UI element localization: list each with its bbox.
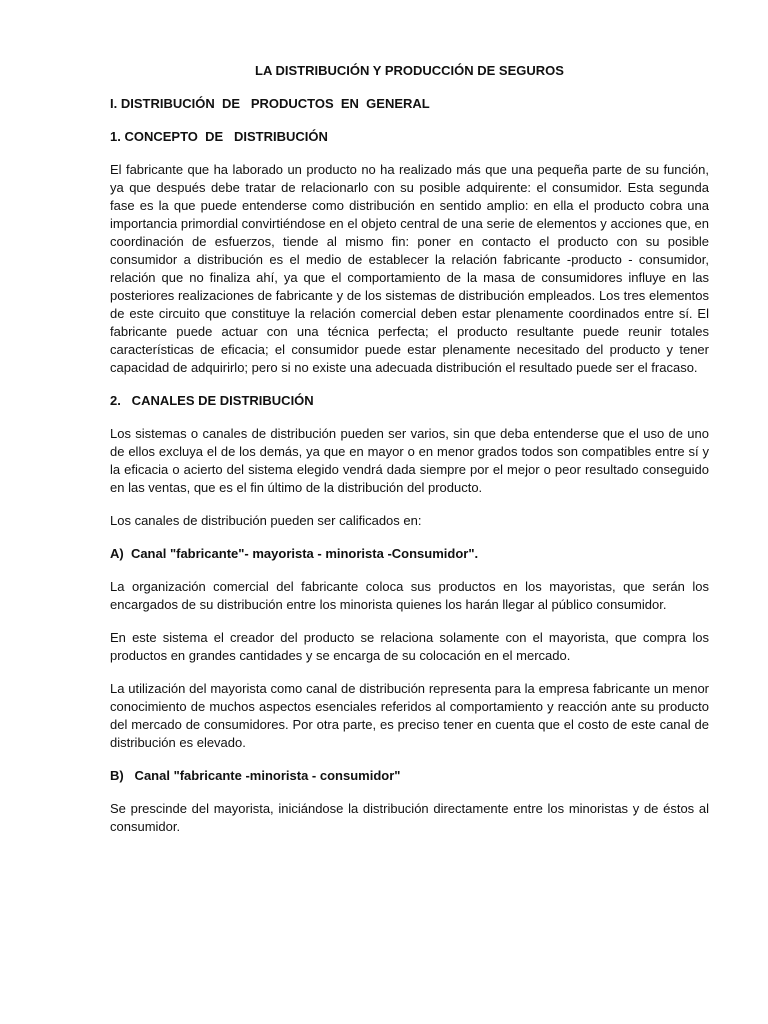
paragraph-canal-a-3: La utilización del mayorista como canal de distribución representa para la empresa fabricante un menor conocimiento de muchos aspectos esenciales referidos al comportamiento y reacción ante su producto del mercado de consumidores. Por otra parte, es preciso tener en cuenta que el costo de este canal de distribución es elevado. [110,681,709,750]
canal-a-heading: A) Canal "fabricante"- mayorista - minorista -Consumidor". [110,546,479,561]
document-title: LA DISTRIBUCIÓN Y PRODUCCIÓN DE SEGUROS [255,63,564,78]
paragraph-canal-b-1: Se prescinde del mayorista, iniciándose la distribución directamente entre los minoristas y de éstos al consumidor. [110,801,709,834]
canal-b-heading: B) Canal "fabricante -minorista - consumidor" [110,768,401,783]
subsection-heading-canales: 2. CANALES DE DISTRIBUCIÓN [110,393,314,408]
paragraph-concepto: El fabricante que ha laborado un producto no ha realizado más que una pequeña parte de su función, ya que después debe tratar de relacionarlo con su posible adquirente: el consumidor. Esta segunda fase es la que puede entenderse como distribución en sentido amplio: en ella el producto cobra una importancia primordial convirtiéndose en el objeto central de una serie de elementos y acciones que, en coordinación de esfuerzos, tiende al mismo fin: poner en contacto el producto con su posible consumidor a distribución es el medio de establecer la relación fabricante -producto - consumidor, relación que no finaliza ahí, ya que el comportamiento de la masa de consumidores influye en las posteriores realizaciones de fabricante y de los sistemas de distribución empleados. Los tres elementos de este circuito que constituye la relación comercial deben estar plenamente coordinados entre sí. El fabricante puede actuar con una técnica perfecta; el producto resultante puede reunir totales características de eficacia; el consumidor puede estar plenamente necesitado del producto y tener capacidad de adquirirlo; pero si no existe una adecuada distribución el resultado puede ser el fracaso. [110,162,709,375]
paragraph-canales: Los sistemas o canales de distribución pueden ser varios, sin que deba entenderse que el uso de uno de ellos excluya el de los demás, ya que en mayor o en menor grados todos son compatibles entre sí y la eficacia o acierto del sistema elegido vendrá dada siempre por el mejor o peor resultado conseguido en las ventas, que es el fin último de la distribución del producto. [110,426,709,495]
subsection-heading-concepto: 1. CONCEPTO DE DISTRIBUCIÓN [110,129,328,144]
section-heading: I. DISTRIBUCIÓN DE PRODUCTOS EN GENERAL [110,96,430,111]
paragraph-canal-a-2: En este sistema el creador del producto se relaciona solamente con el mayorista, que compra los productos en grandes cantidades y se encarga de su colocación en el mercado. [110,630,709,663]
document-body [110,62,709,851]
paragraph-canal-a-1: La organización comercial del fabricante coloca sus productos en los mayoristas, que serán los encargados de su distribución entre los minorista quienes los harán llegar al público consumidor. [110,579,709,612]
paragraph-calificados: Los canales de distribución pueden ser calificados en: [110,513,422,528]
